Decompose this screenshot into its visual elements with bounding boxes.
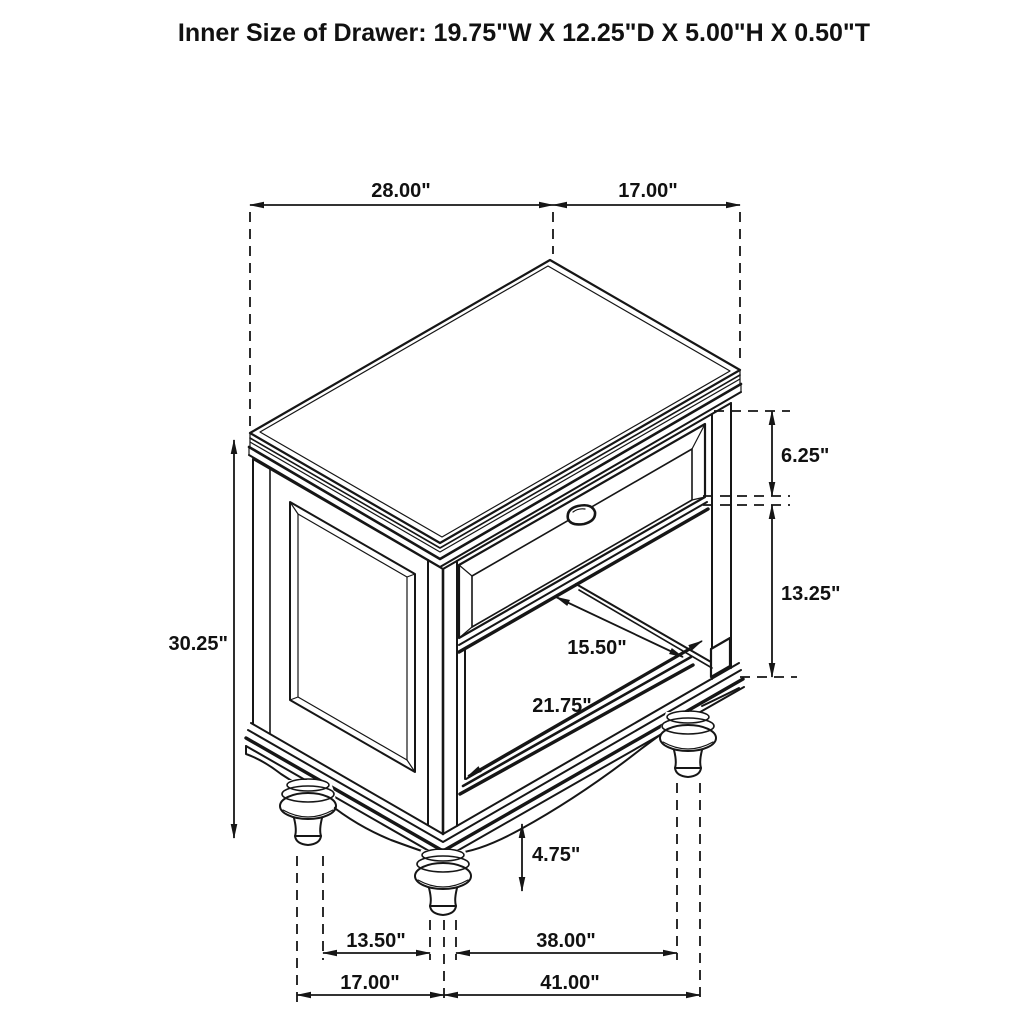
foot-left [280,779,336,845]
dim-drawer-height-label: 6.25" [781,445,830,467]
foot-right [660,711,716,777]
dim-feet-width-outer-label: 41.00" [540,972,600,994]
dim-top-right-label: 17.00" [618,180,678,202]
dim-feet-depth-inner-label: 13.50" [346,930,406,952]
dim-feet-width-inner-label: 38.00" [536,930,596,952]
dim-foot-height-label: 4.75" [532,844,581,866]
dim-feet-depth-outer-label: 17.00" [340,972,400,994]
dim-shelf-depth-label: 15.50" [567,637,627,659]
dim-overall-height-label: 30.25" [168,633,228,655]
foot-front [415,849,471,915]
dim-top-left-label: 28.00" [371,180,431,202]
dim-shelf-width-label: 21.75" [532,695,592,717]
dim-lower-height-label: 13.25" [781,583,841,605]
diagram-title: Inner Size of Drawer: 19.75"W X 12.25"D X 5.00"H X 0.50"T [177,19,871,47]
right-post-foot-block [711,638,730,677]
drawer-handle [568,505,595,524]
